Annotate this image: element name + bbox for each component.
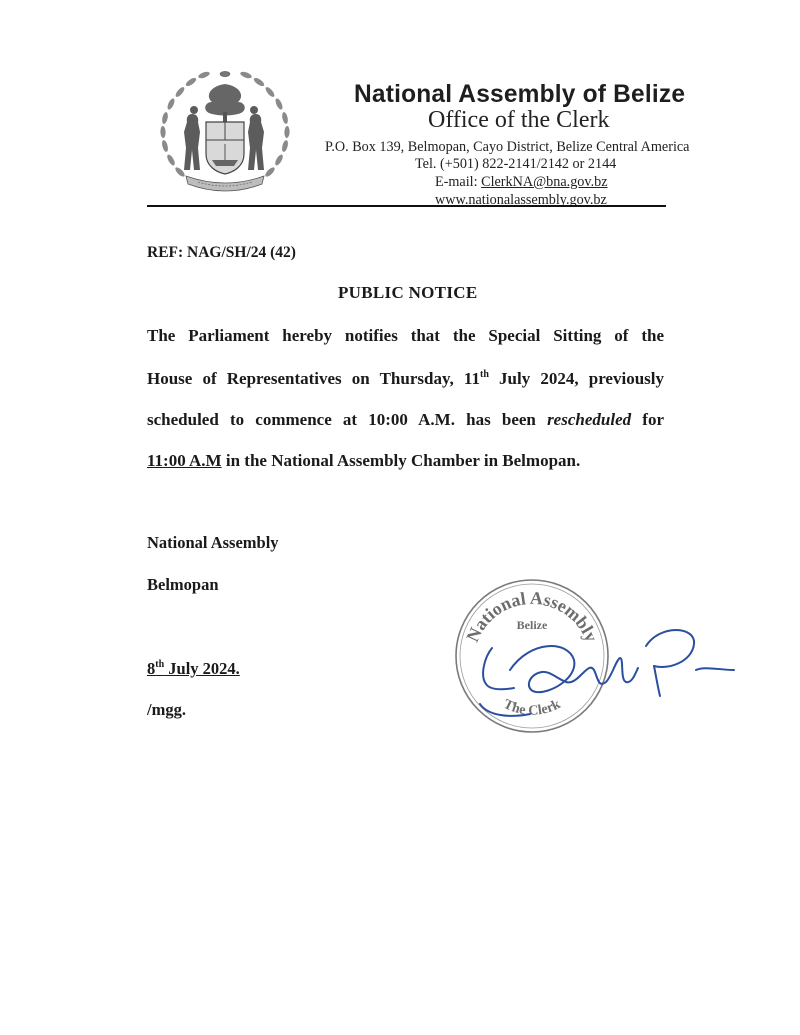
letterhead-divider <box>147 205 666 207</box>
notice-line-4 <box>147 452 664 469</box>
ordinal-suffix: th <box>479 369 489 380</box>
email-link[interactable]: ClerkNA@bna.gov.bz <box>481 174 608 190</box>
letterhead-email <box>435 174 608 191</box>
date-day: 8 <box>147 659 156 678</box>
letterhead-office: Office of the Clerk <box>428 107 610 133</box>
notice-line-2-rest: July 2024, previously <box>488 369 664 388</box>
notice-line-2-text: House of Representatives on Thursday, 11 <box>147 369 480 388</box>
letterhead-address: P.O. Box 139, Belmopan, Cayo District, Belize Central America <box>325 139 690 155</box>
letterhead-title: National Assembly of Belize <box>354 80 686 108</box>
notice-line-3-rest: for <box>631 410 664 429</box>
typist-initials: /mgg. <box>147 700 186 719</box>
reference-number: REF: NAG/SH/24 (42) <box>147 244 296 261</box>
belize-coat-of-arms-icon <box>150 62 300 202</box>
date-rest: July 2024. <box>164 659 240 678</box>
notice-line-3-text: scheduled to commence at 10:00 A.M. has been <box>147 410 548 429</box>
seal-bottom-text: The Clerk <box>500 697 564 719</box>
notice-line-1: The Parliament hereby notifies that the Special Sitting of the <box>147 326 664 345</box>
clerk-signature <box>470 600 750 720</box>
date-ordinal: th <box>155 659 165 670</box>
notice-line-2 <box>147 370 664 387</box>
closing-place: Belmopan <box>147 575 219 594</box>
notice-line-3 <box>147 411 664 428</box>
rescheduled-word: rescheduled <box>547 410 632 429</box>
letterhead-telephone: Tel. (+501) 822-2141/2142 or 2144 <box>415 156 617 172</box>
new-time: 11:00 A.M <box>147 451 222 470</box>
seal-top-text: National Assembly <box>462 587 602 645</box>
seal-center-text: Belize <box>516 618 548 632</box>
notice-line-4-rest: in the National Assembly Chamber in Belmopan. <box>221 451 581 470</box>
notice-title: PUBLIC NOTICE <box>338 283 478 302</box>
email-prefix: E-mail: <box>435 174 482 190</box>
closing-organization: National Assembly <box>147 533 279 552</box>
notice-date <box>147 659 240 679</box>
website-link[interactable]: www.nationalassembly.gov.bz <box>435 192 607 208</box>
